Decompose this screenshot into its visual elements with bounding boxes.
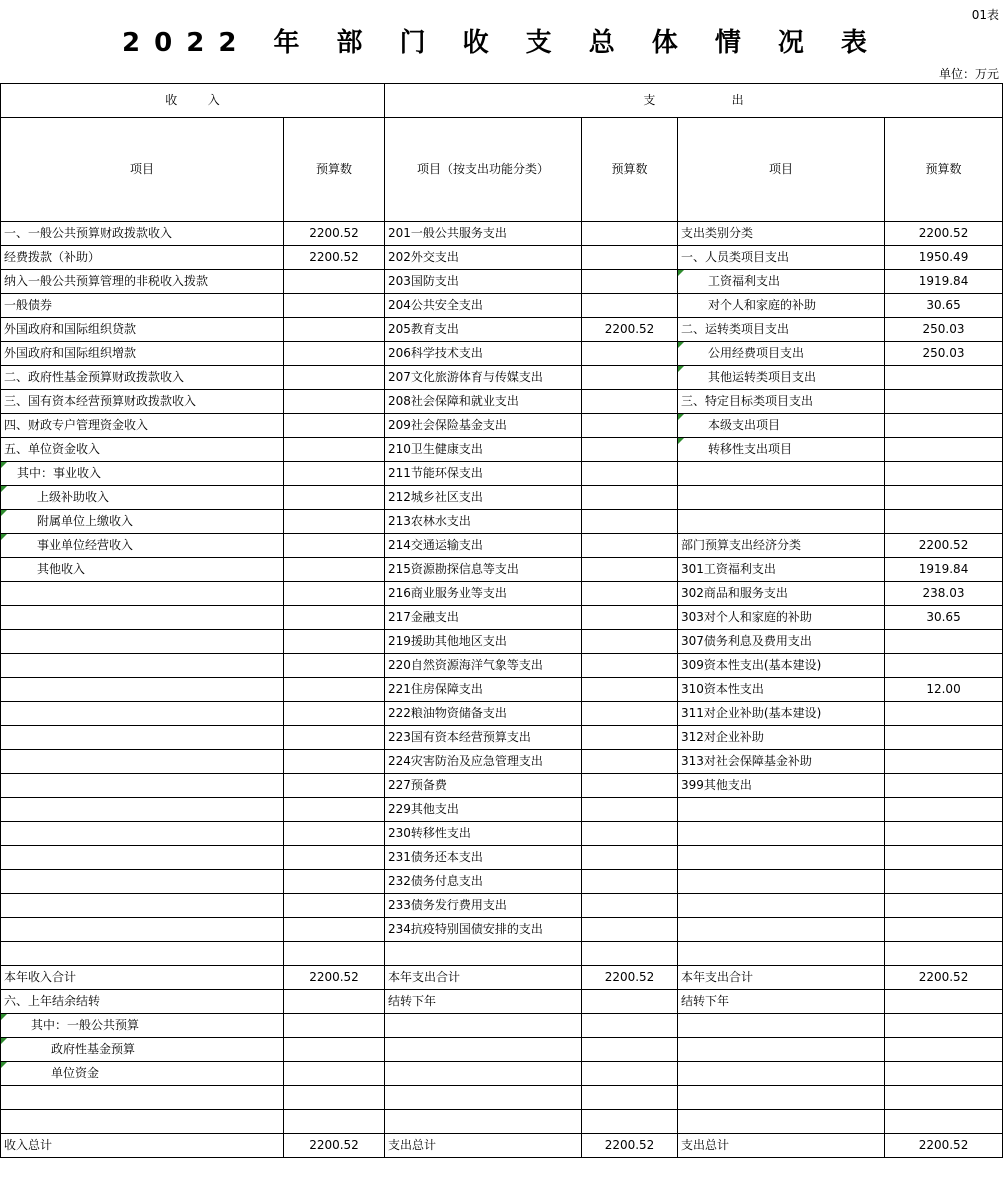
func-item-cell: 217金融支出	[385, 606, 582, 630]
cat-item-cell	[678, 1110, 885, 1134]
income-budget-cell	[284, 1038, 385, 1062]
cat-budget-cell	[885, 510, 1003, 534]
income-item-cell	[1, 942, 284, 966]
table-code: 01表	[971, 8, 999, 22]
func-item-cell	[385, 1086, 582, 1110]
table-row	[1, 294, 1003, 318]
func-budget-cell	[582, 1086, 678, 1110]
cat-budget-cell	[885, 630, 1003, 654]
income-item-cell	[1, 582, 284, 606]
income-item-cell	[1, 870, 284, 894]
cat-budget-cell: 1919.84	[885, 270, 1003, 294]
table-row	[1, 534, 1003, 558]
func-budget-cell	[582, 990, 678, 1014]
func-budget-cell: 2200.52	[582, 318, 678, 342]
table-row	[1, 870, 1003, 894]
table-row	[1, 630, 1003, 654]
table-row	[1, 366, 1003, 390]
income-item-cell: 二、政府性基金预算财政拨款收入	[1, 366, 284, 390]
cat-item-cell	[678, 486, 885, 510]
income-item-cell	[1, 798, 284, 822]
cat-budget-cell	[885, 1110, 1003, 1134]
budget-table	[0, 83, 1003, 1158]
cat-item-cell: 三、特定目标类项目支出	[678, 390, 885, 414]
income-budget-cell	[284, 822, 385, 846]
cat-item-cell: 311对企业补助(基本建设)	[678, 702, 885, 726]
cat-budget-cell: 2200.52	[885, 222, 1003, 246]
cat-item-cell: 313对社会保障基金补助	[678, 750, 885, 774]
table-row	[1, 1086, 1003, 1110]
func-budget-cell	[582, 222, 678, 246]
func-budget-cell	[582, 750, 678, 774]
func-item-cell: 207文化旅游体育与传媒支出	[385, 366, 582, 390]
income-budget-cell	[284, 462, 385, 486]
cat-item-cell: 309资本性支出(基本建设)	[678, 654, 885, 678]
cat-budget-cell: 2200.52	[885, 966, 1003, 990]
func-budget-cell	[582, 294, 678, 318]
table-row	[1, 726, 1003, 750]
cat-budget-cell	[885, 798, 1003, 822]
cat-budget-cell	[885, 390, 1003, 414]
income-item-cell: 政府性基金预算	[1, 1038, 284, 1062]
table-row	[1, 606, 1003, 630]
table-row	[1, 222, 1003, 246]
cat-item-cell: 312对企业补助	[678, 726, 885, 750]
table-row	[1, 390, 1003, 414]
func-item-cell: 222粮油物资储备支出	[385, 702, 582, 726]
cat-budget-cell	[885, 462, 1003, 486]
income-budget-cell	[284, 942, 385, 966]
income-budget-cell	[284, 1062, 385, 1086]
cat-item-cell: 399其他支出	[678, 774, 885, 798]
cat-item-cell: 一、人员类项目支出	[678, 246, 885, 270]
func-budget-cell	[582, 1110, 678, 1134]
income-item-cell: 其中：一般公共预算	[1, 1014, 284, 1038]
income-budget-cell	[284, 1110, 385, 1134]
income-budget-cell	[284, 702, 385, 726]
cat-budget-cell: 30.65	[885, 606, 1003, 630]
func-budget-cell	[582, 486, 678, 510]
cat-budget-cell	[885, 702, 1003, 726]
income-item-cell	[1, 918, 284, 942]
func-item-cell: 233债务发行费用支出	[385, 894, 582, 918]
cat-budget-cell	[885, 894, 1003, 918]
func-item-cell: 221住房保障支出	[385, 678, 582, 702]
table-row	[1, 342, 1003, 366]
cat-item-cell	[678, 1038, 885, 1062]
income-item-cell	[1, 822, 284, 846]
table-row	[1, 702, 1003, 726]
func-budget-cell	[582, 414, 678, 438]
cat-item-cell	[678, 1086, 885, 1110]
cat-budget-cell: 2200.52	[885, 1134, 1003, 1158]
table-row	[1, 246, 1003, 270]
cat-budget-cell	[885, 438, 1003, 462]
expense-group-header: 支 出	[385, 84, 1003, 118]
income-item-cell	[1, 606, 284, 630]
func-budget-cell	[582, 342, 678, 366]
func-item-cell	[385, 1110, 582, 1134]
cat-budget-cell	[885, 1062, 1003, 1086]
income-budget-cell	[284, 894, 385, 918]
cat-item-cell: 310资本性支出	[678, 678, 885, 702]
table-row	[1, 918, 1003, 942]
income-item-cell: 收入总计	[1, 1134, 284, 1158]
table-row	[1, 942, 1003, 966]
income-budget-cell	[284, 678, 385, 702]
income-budget-cell	[284, 846, 385, 870]
cat-item-cell	[678, 870, 885, 894]
func-item-cell: 206科学技术支出	[385, 342, 582, 366]
func-item-cell: 224灾害防治及应急管理支出	[385, 750, 582, 774]
table-row	[1, 270, 1003, 294]
func-budget-cell	[582, 246, 678, 270]
cat-item-cell	[678, 462, 885, 486]
income-budget-cell	[284, 630, 385, 654]
income-item-cell: 其中：事业收入	[1, 462, 284, 486]
cat-item-cell: 结转下年	[678, 990, 885, 1014]
page-title: 2022 年 部 门 收 支 总 体 情 况 表	[122, 28, 881, 58]
func-item-cell: 202外交支出	[385, 246, 582, 270]
income-budget-cell	[284, 390, 385, 414]
income-budget-cell: 2200.52	[284, 246, 385, 270]
income-budget-cell	[284, 342, 385, 366]
income-item-cell	[1, 774, 284, 798]
cat-budget-cell	[885, 822, 1003, 846]
func-budget-cell	[582, 678, 678, 702]
func-budget-cell	[582, 270, 678, 294]
income-budget-cell	[284, 582, 385, 606]
cat-budget-cell	[885, 366, 1003, 390]
func-budget-cell	[582, 918, 678, 942]
cat-item-cell: 303对个人和家庭的补助	[678, 606, 885, 630]
table-row	[1, 822, 1003, 846]
func-item-cell: 229其他支出	[385, 798, 582, 822]
income-budget-cell	[284, 438, 385, 462]
income-item-cell	[1, 726, 284, 750]
cat-item-cell: 公用经费项目支出	[678, 342, 885, 366]
func-item-cell: 210卫生健康支出	[385, 438, 582, 462]
func-item-cell: 227预备费	[385, 774, 582, 798]
group-header-row	[1, 84, 1003, 118]
cat-item-cell: 本年支出合计	[678, 966, 885, 990]
cat-item-cell	[678, 1062, 885, 1086]
income-item-cell: 本年收入合计	[1, 966, 284, 990]
col-cat-budget: 预算数	[885, 118, 1003, 222]
func-item-cell: 212城乡社区支出	[385, 486, 582, 510]
table-row	[1, 798, 1003, 822]
func-budget-cell	[582, 582, 678, 606]
table-row	[1, 750, 1003, 774]
func-budget-cell	[582, 1014, 678, 1038]
func-item-cell: 结转下年	[385, 990, 582, 1014]
income-budget-cell	[284, 990, 385, 1014]
func-item-cell: 232债务付息支出	[385, 870, 582, 894]
func-budget-cell	[582, 462, 678, 486]
cat-item-cell	[678, 798, 885, 822]
cat-budget-cell	[885, 918, 1003, 942]
func-budget-cell	[582, 942, 678, 966]
cat-budget-cell: 250.03	[885, 342, 1003, 366]
cat-item-cell: 工资福利支出	[678, 270, 885, 294]
cat-budget-cell: 250.03	[885, 318, 1003, 342]
income-budget-cell	[284, 558, 385, 582]
income-budget-cell	[284, 918, 385, 942]
func-item-cell: 214交通运输支出	[385, 534, 582, 558]
table-row	[1, 990, 1003, 1014]
income-item-cell: 纳入一般公共预算管理的非税收入拨款	[1, 270, 284, 294]
cat-item-cell	[678, 510, 885, 534]
income-item-cell: 其他收入	[1, 558, 284, 582]
func-item-cell: 231债务还本支出	[385, 846, 582, 870]
func-budget-cell: 2200.52	[582, 966, 678, 990]
income-budget-cell	[284, 414, 385, 438]
income-budget-cell	[284, 798, 385, 822]
table-row	[1, 678, 1003, 702]
income-item-cell	[1, 1086, 284, 1110]
income-item-cell: 附属单位上缴收入	[1, 510, 284, 534]
func-item-cell: 230转移性支出	[385, 822, 582, 846]
table-row	[1, 510, 1003, 534]
cat-budget-cell	[885, 1038, 1003, 1062]
func-item-cell	[385, 942, 582, 966]
cat-item-cell: 部门预算支出经济分类	[678, 534, 885, 558]
func-budget-cell	[582, 726, 678, 750]
func-budget-cell	[582, 774, 678, 798]
table-row	[1, 1062, 1003, 1086]
income-budget-cell	[284, 1014, 385, 1038]
income-item-cell	[1, 678, 284, 702]
income-budget-cell: 2200.52	[284, 1134, 385, 1158]
func-item-cell: 本年支出合计	[385, 966, 582, 990]
cat-budget-cell	[885, 414, 1003, 438]
income-budget-cell: 2200.52	[284, 222, 385, 246]
cat-budget-cell: 238.03	[885, 582, 1003, 606]
func-item-cell	[385, 1014, 582, 1038]
func-item-cell: 215资源勘探信息等支出	[385, 558, 582, 582]
cat-budget-cell	[885, 774, 1003, 798]
table-row	[1, 582, 1003, 606]
table-row	[1, 1134, 1003, 1158]
func-item-cell: 209社会保险基金支出	[385, 414, 582, 438]
table-row	[1, 654, 1003, 678]
cat-budget-cell: 1919.84	[885, 558, 1003, 582]
func-budget-cell	[582, 894, 678, 918]
cat-item-cell: 支出类别分类	[678, 222, 885, 246]
col-income-item: 项目	[1, 118, 284, 222]
unit-label: 单位：万元	[938, 67, 999, 81]
income-budget-cell	[284, 606, 385, 630]
func-item-cell: 211节能环保支出	[385, 462, 582, 486]
cat-budget-cell	[885, 846, 1003, 870]
cat-item-cell	[678, 942, 885, 966]
income-item-cell	[1, 894, 284, 918]
income-item-cell: 六、上年结余结转	[1, 990, 284, 1014]
func-item-cell: 213农林水支出	[385, 510, 582, 534]
cat-budget-cell	[885, 486, 1003, 510]
income-item-cell: 一、一般公共预算财政拨款收入	[1, 222, 284, 246]
func-item-cell	[385, 1038, 582, 1062]
cat-item-cell	[678, 894, 885, 918]
income-budget-cell	[284, 294, 385, 318]
col-func-budget: 预算数	[582, 118, 678, 222]
cat-budget-cell	[885, 1086, 1003, 1110]
income-budget-cell	[284, 366, 385, 390]
income-budget-cell	[284, 534, 385, 558]
income-item-cell: 三、国有资本经营预算财政拨款收入	[1, 390, 284, 414]
col-func-item: 项目（按支出功能分类）	[385, 118, 582, 222]
income-budget-cell	[284, 870, 385, 894]
cat-budget-cell	[885, 726, 1003, 750]
table-row	[1, 1038, 1003, 1062]
func-item-cell: 205教育支出	[385, 318, 582, 342]
func-budget-cell	[582, 1062, 678, 1086]
func-item-cell: 208社会保障和就业支出	[385, 390, 582, 414]
func-budget-cell	[582, 630, 678, 654]
cat-budget-cell	[885, 990, 1003, 1014]
table-row	[1, 486, 1003, 510]
cat-item-cell: 其他运转类项目支出	[678, 366, 885, 390]
income-budget-cell	[284, 510, 385, 534]
func-budget-cell	[582, 798, 678, 822]
cat-item-cell	[678, 1014, 885, 1038]
cat-item-cell: 二、运转类项目支出	[678, 318, 885, 342]
income-item-cell: 事业单位经营收入	[1, 534, 284, 558]
income-item-cell: 五、单位资金收入	[1, 438, 284, 462]
func-item-cell: 204公共安全支出	[385, 294, 582, 318]
func-item-cell	[385, 1062, 582, 1086]
table-row	[1, 894, 1003, 918]
func-budget-cell	[582, 606, 678, 630]
income-item-cell: 经费拨款（补助）	[1, 246, 284, 270]
cat-item-cell: 支出总计	[678, 1134, 885, 1158]
cat-item-cell: 对个人和家庭的补助	[678, 294, 885, 318]
func-budget-cell	[582, 654, 678, 678]
func-budget-cell	[582, 534, 678, 558]
cat-budget-cell	[885, 1014, 1003, 1038]
table-row	[1, 1110, 1003, 1134]
income-item-cell	[1, 654, 284, 678]
col-income-budget: 预算数	[284, 118, 385, 222]
cat-item-cell	[678, 822, 885, 846]
func-budget-cell	[582, 558, 678, 582]
income-budget-cell	[284, 774, 385, 798]
table-row	[1, 558, 1003, 582]
func-item-cell: 216商业服务业等支出	[385, 582, 582, 606]
func-item-cell: 支出总计	[385, 1134, 582, 1158]
func-budget-cell	[582, 510, 678, 534]
cat-item-cell: 301工资福利支出	[678, 558, 885, 582]
cat-item-cell: 转移性支出项目	[678, 438, 885, 462]
income-budget-cell	[284, 1086, 385, 1110]
table-row	[1, 1014, 1003, 1038]
cat-budget-cell: 30.65	[885, 294, 1003, 318]
table-row	[1, 462, 1003, 486]
col-cat-item: 项目	[678, 118, 885, 222]
income-budget-cell	[284, 486, 385, 510]
func-budget-cell	[582, 822, 678, 846]
table-row	[1, 438, 1003, 462]
cat-item-cell: 本级支出项目	[678, 414, 885, 438]
func-item-cell: 219援助其他地区支出	[385, 630, 582, 654]
cat-item-cell: 302商品和服务支出	[678, 582, 885, 606]
cat-budget-cell: 2200.52	[885, 534, 1003, 558]
income-budget-cell	[284, 270, 385, 294]
income-budget-cell: 2200.52	[284, 966, 385, 990]
income-item-cell	[1, 846, 284, 870]
cat-budget-cell	[885, 654, 1003, 678]
income-item-cell	[1, 702, 284, 726]
table-row	[1, 414, 1003, 438]
func-budget-cell	[582, 366, 678, 390]
func-budget-cell	[582, 870, 678, 894]
income-item-cell	[1, 1110, 284, 1134]
cat-budget-cell	[885, 870, 1003, 894]
income-item-cell	[1, 630, 284, 654]
income-item-cell: 外国政府和国际组织贷款	[1, 318, 284, 342]
func-item-cell: 234抗疫特别国债安排的支出	[385, 918, 582, 942]
func-budget-cell	[582, 846, 678, 870]
column-header-row	[1, 118, 1003, 222]
income-budget-cell	[284, 654, 385, 678]
income-item-cell: 四、财政专户管理资金收入	[1, 414, 284, 438]
table-row	[1, 774, 1003, 798]
income-item-cell	[1, 750, 284, 774]
func-budget-cell	[582, 438, 678, 462]
func-budget-cell	[582, 390, 678, 414]
func-budget-cell: 2200.52	[582, 1134, 678, 1158]
income-item-cell: 单位资金	[1, 1062, 284, 1086]
cat-item-cell	[678, 918, 885, 942]
func-budget-cell	[582, 702, 678, 726]
table-row	[1, 966, 1003, 990]
func-item-cell: 201一般公共服务支出	[385, 222, 582, 246]
cat-item-cell	[678, 846, 885, 870]
cat-item-cell: 307债务利息及费用支出	[678, 630, 885, 654]
income-item-cell: 一般债券	[1, 294, 284, 318]
cat-budget-cell	[885, 942, 1003, 966]
income-budget-cell	[284, 750, 385, 774]
income-item-cell: 上级补助收入	[1, 486, 284, 510]
cat-budget-cell: 1950.49	[885, 246, 1003, 270]
cat-budget-cell	[885, 750, 1003, 774]
table-row	[1, 846, 1003, 870]
func-item-cell: 203国防支出	[385, 270, 582, 294]
func-item-cell: 223国有资本经营预算支出	[385, 726, 582, 750]
income-group-header: 收 入	[1, 84, 385, 118]
income-budget-cell	[284, 318, 385, 342]
income-item-cell: 外国政府和国际组织增款	[1, 342, 284, 366]
func-item-cell: 220自然资源海洋气象等支出	[385, 654, 582, 678]
func-budget-cell	[582, 1038, 678, 1062]
cat-budget-cell: 12.00	[885, 678, 1003, 702]
table-row	[1, 318, 1003, 342]
income-budget-cell	[284, 726, 385, 750]
